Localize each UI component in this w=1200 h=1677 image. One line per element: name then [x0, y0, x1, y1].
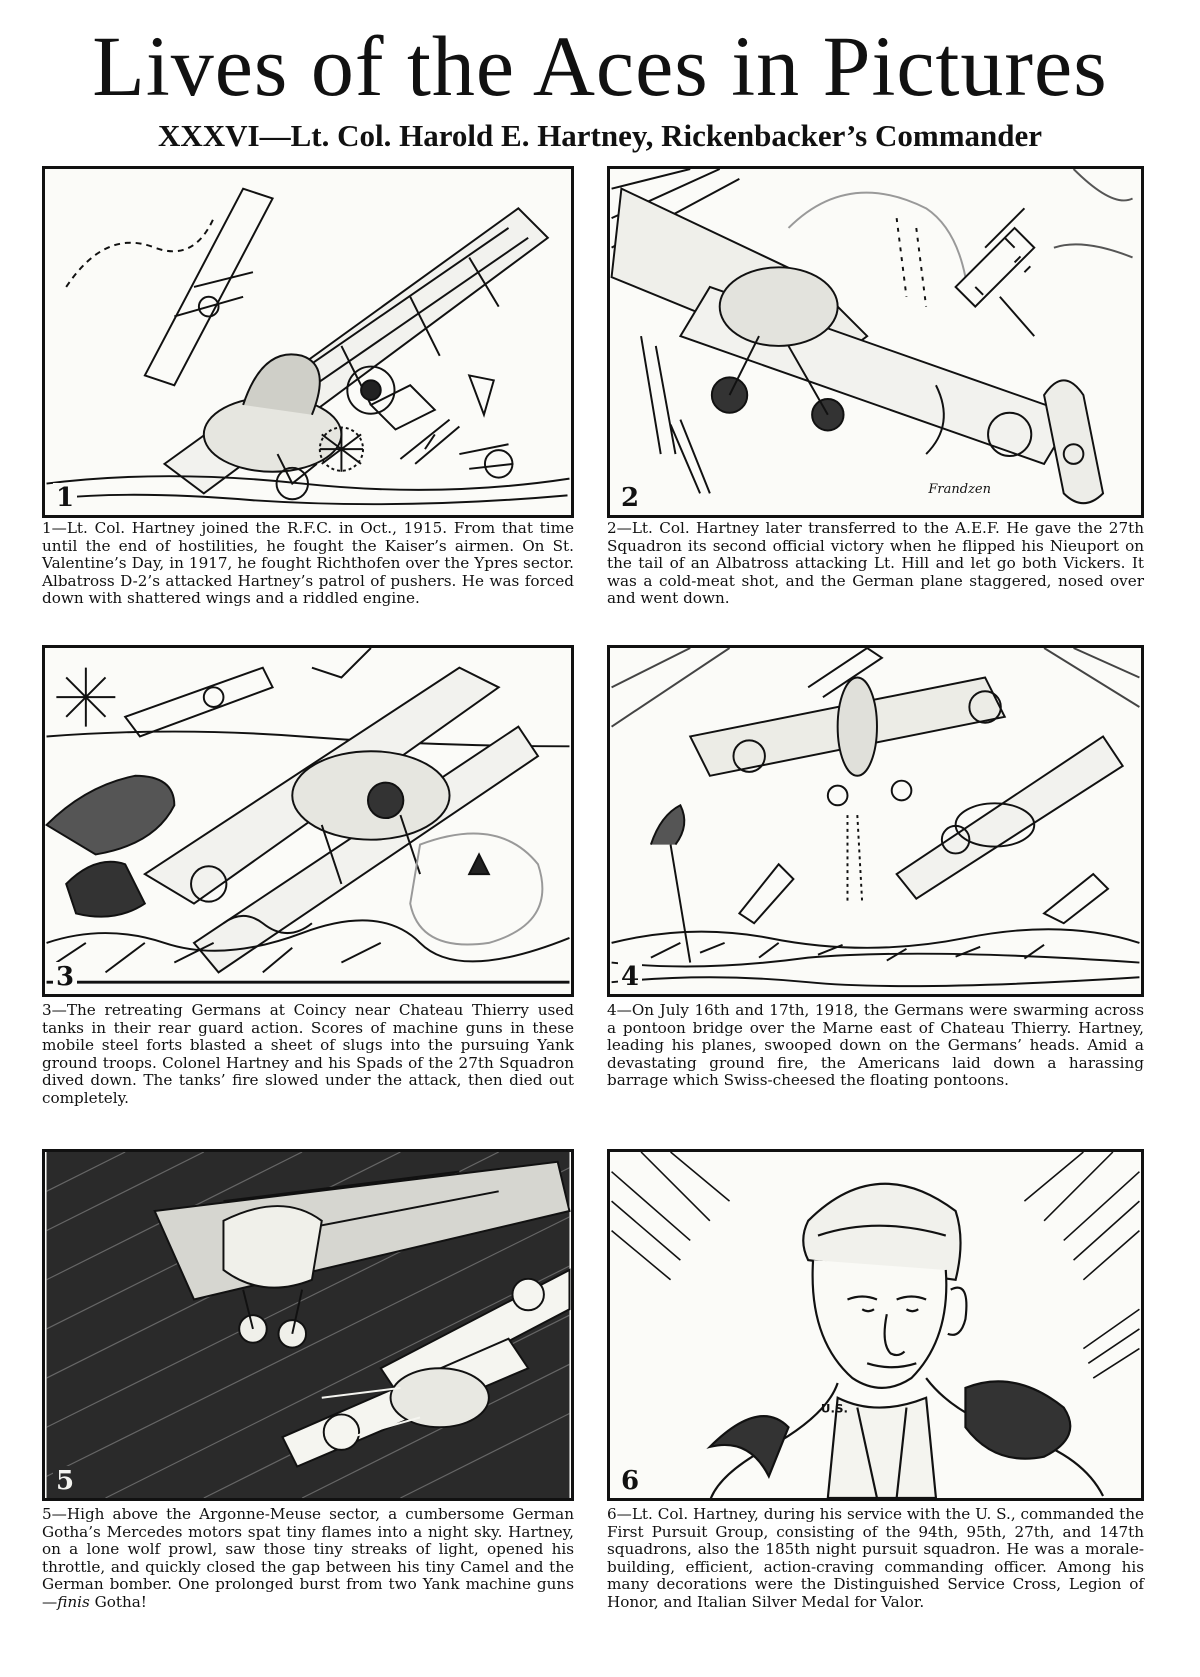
panel-2-illustration	[607, 166, 1144, 518]
panel-1-drawing	[45, 169, 571, 515]
panel-2-caption: 2—Lt. Col. Hartney later transferred to the A.E.F. He gave the 27th Squadron its second official victory when he flipped his Nieuport on the tail of an Albatross attacking Lt. Hill and let go both Vickers. It was a cold-meat shot, and the German plane staggered, nosed over and went down.	[607, 519, 1144, 608]
panel-5-caption-main: 5—High above the Argonne-Meuse sector, a cumbersome German Gotha’s Mercedes motors spat tiny flames into a night sky. Hartney, on a lone wolf prowl, saw those tiny streaks of light, opened his throttle, and quickly closed the gap between his tiny Camel and the German bomber. One prolonged burst from two Yank machine guns—	[42, 1505, 574, 1611]
panel-3-number: 3	[53, 962, 77, 992]
page-title: Lives of the Aces in Pictures	[92, 18, 1108, 114]
panel-4-drawing	[610, 648, 1141, 994]
panel-6-number: 6	[618, 1466, 642, 1496]
panel-5-caption-italic: finis	[57, 1592, 90, 1611]
panel-5-caption	[42, 1506, 574, 1612]
panel-3-drawing	[45, 648, 571, 994]
page-subtitle: XXXVI—Lt. Col. Harold E. Hartney, Rickenbacker’s Commander	[157, 118, 1043, 153]
panel-3-illustration	[42, 645, 574, 997]
panel-5-caption-end: Gotha!	[89, 1592, 147, 1611]
panel-2-drawing	[610, 169, 1141, 515]
panel-1-illustration	[42, 166, 574, 518]
cap-insignia: U.S.	[820, 1401, 848, 1416]
panel-2-number: 2	[618, 483, 642, 513]
panel-3-caption: 3—The retreating Germans at Coincy near Chateau Thierry used tanks in their rear guard action. Scores of machine guns in these mobile steel forts blasted a sheet of slugs into the pursuing Yank ground troops. Colonel Hartney and his Spads of the 27th Squadron dived down. The tanks’ fire slowed under the attack, then died out completely.	[42, 1001, 574, 1107]
panel-4-caption: 4—On July 16th and 17th, 1918, the Germans were swarming across a pontoon bridge over the Marne east of Chateau Thierry. Hartney, leading his planes, swooped down on the Germans’ heads. Amid a devastating ground fire, the Americans laid down a harassing barrage which Swiss-cheesed the floating pontoons.	[607, 1001, 1144, 1090]
panel-6-drawing	[610, 1152, 1141, 1498]
panel-5-illustration	[42, 1149, 574, 1501]
panel-5-drawing	[45, 1152, 571, 1498]
panel-4-number: 4	[618, 962, 642, 992]
panel-6-illustration	[607, 1149, 1144, 1501]
panel-5-number: 5	[53, 1466, 77, 1496]
panel-6-caption: 6—Lt. Col. Hartney, during his service with the U. S., commanded the First Pursuit Group, consisting of the 94th, 95th, 27th, and 147th squadrons, also the 185th night pursuit squadron. He was a morale-building, efficient, action-craving commanding officer. Among his many decorations were the Distinguished Service Cross, Legion of Honor, and Italian Silver Medal for Valor.	[607, 1505, 1144, 1611]
panel-1-caption: 1—Lt. Col. Hartney joined the R.F.C. in Oct., 1915. From that time until the end of hostilities, he fought the Kaiser’s airmen. On St. Valentine’s Day, in 1917, he fought Richthofen over the Ypres sector. Albatross D-2’s attacked Hartney’s patrol of pushers. He was forced down with shattered wings and a riddled engine.	[42, 519, 574, 608]
artist-signature: Frandzen	[928, 482, 991, 497]
panel-4-illustration	[607, 645, 1144, 997]
panel-1-number: 1	[53, 483, 77, 513]
